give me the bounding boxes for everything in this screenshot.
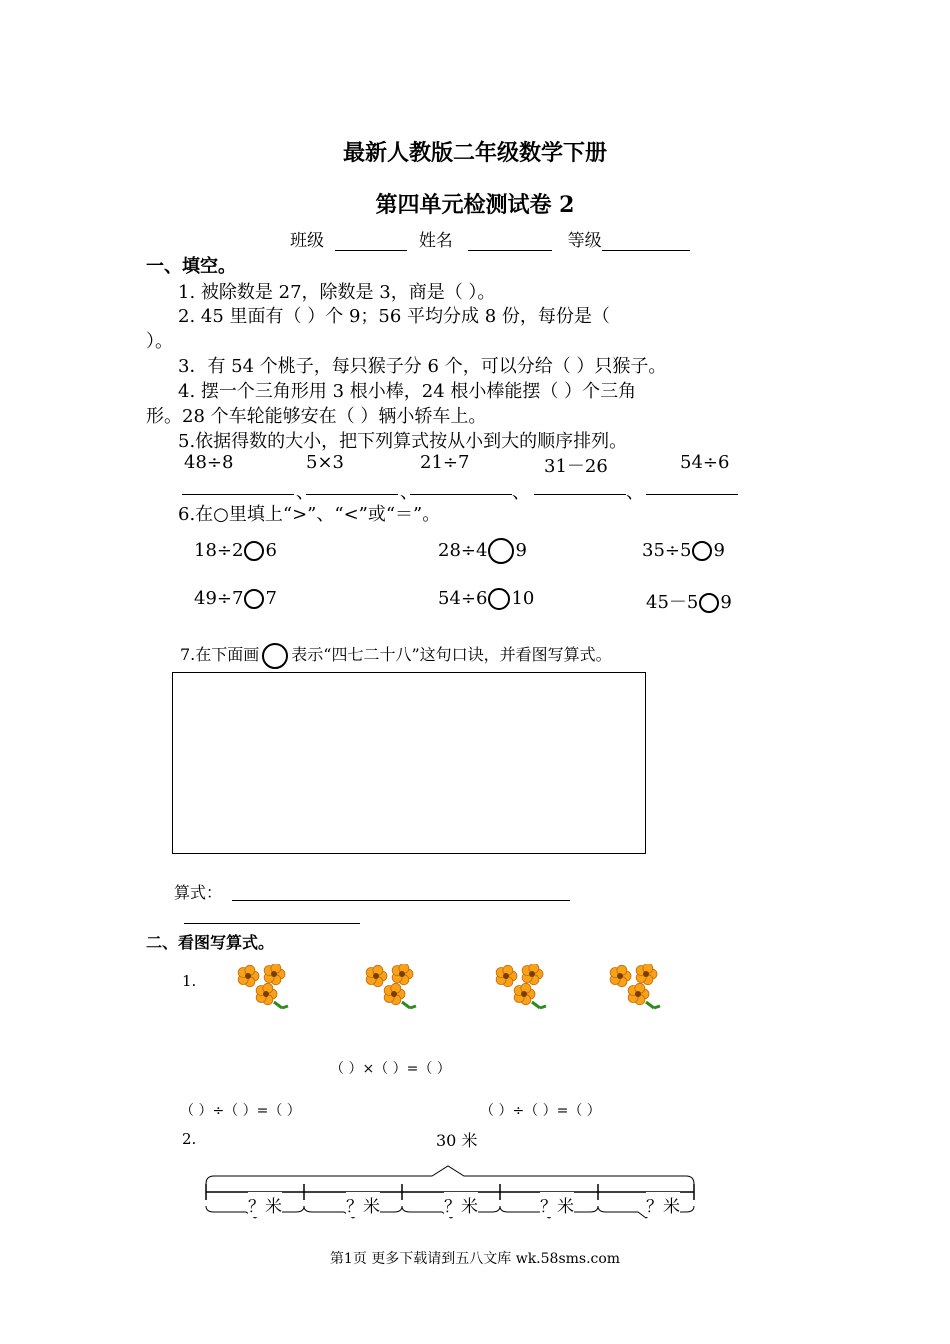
total-brace — [206, 1166, 694, 1184]
question-7: 7.在下面画 表示“四七二十八”这句口诀，并看图写算式。 — [180, 642, 612, 669]
circle-icon — [262, 643, 288, 669]
segment-label: ？米 — [540, 1192, 574, 1217]
separator: 、 — [296, 482, 314, 503]
expr-item: 21÷7 — [420, 452, 470, 473]
segment-label: ？米 — [346, 1192, 380, 1217]
expr-item: 54÷6 — [680, 452, 730, 473]
order-blank[interactable] — [646, 494, 738, 495]
formula-label: 算式： — [174, 883, 223, 902]
flower-center — [635, 991, 641, 997]
compare-item: 28÷4 9 — [438, 538, 527, 564]
total-length: 30 米 — [436, 1131, 478, 1150]
compare-item: 35÷5 9 — [642, 540, 725, 561]
compare-circle[interactable] — [488, 588, 510, 610]
flower-center — [503, 973, 509, 979]
question-3: 3．有 54 个桃子，每只猴子分 6 个，可以分给（ ）只猴子。 — [178, 356, 667, 377]
order-blank[interactable] — [306, 494, 398, 495]
formula-blank[interactable] — [232, 900, 570, 901]
grade-label: 等级 — [567, 231, 602, 251]
division-line-2[interactable]: （ ）÷（ ）=（ ） — [480, 1103, 601, 1119]
question-2: 2. 45 里面有（ ）个 9；56 平均分成 8 份，每份是（ — [178, 306, 610, 327]
student-info — [290, 226, 690, 251]
compare-item: 18÷2 6 — [194, 540, 277, 561]
question-label: 1. — [182, 972, 197, 990]
flower-center — [271, 971, 277, 977]
compare-circle[interactable] — [244, 589, 264, 609]
class-label: 班级 — [290, 231, 324, 251]
compare-circle[interactable] — [244, 541, 264, 561]
grade-field[interactable] — [602, 232, 690, 251]
expr-item: 5×3 — [306, 452, 344, 473]
compare-item: 49÷7 7 — [194, 588, 277, 609]
question-5: 5.依据得数的大小，把下列算式按从小到大的顺序排列。 — [178, 431, 628, 452]
compare-circle[interactable] — [488, 538, 514, 564]
section2-heading: 二、看图写算式。 — [146, 933, 275, 952]
formula-blank-2[interactable] — [184, 923, 360, 924]
name-field[interactable] — [468, 232, 552, 251]
compare-circle[interactable] — [692, 541, 712, 561]
separator: 、 — [400, 482, 418, 503]
division-line-1[interactable]: （ ）÷（ ）=（ ） — [180, 1103, 301, 1119]
compare-item: 54÷6 10 — [438, 588, 535, 609]
page-title: 最新人教版二年级数学下册 — [342, 140, 607, 166]
order-blank[interactable] — [182, 494, 294, 495]
flower-center — [399, 971, 405, 977]
multiplication-line[interactable]: （ ）×（ ）=（ ） — [330, 1061, 451, 1077]
question-4-cont: 形。28 个车轮能够安在（ ）辆小轿车上。 — [146, 406, 487, 427]
compare-item: 45－5 9 — [646, 592, 732, 613]
question-4: 4. 摆一个三角形用 3 根小棒，24 根小棒能摆（ ）个三角 — [178, 381, 637, 402]
expr-item: 48÷8 — [184, 452, 234, 473]
section1-heading: 一、填空。 — [146, 256, 236, 277]
flower-center — [373, 973, 379, 979]
order-blank[interactable] — [534, 494, 626, 495]
segment-label: ？米 — [248, 1192, 282, 1217]
separator: 、 — [626, 482, 644, 503]
class-field[interactable] — [335, 232, 407, 251]
segment-label: ？米 — [444, 1192, 478, 1217]
separator: 、 — [512, 482, 530, 503]
flower-group-icon — [492, 964, 556, 1012]
flower-center — [391, 991, 397, 997]
flower-center — [617, 973, 623, 979]
drawing-box[interactable] — [172, 672, 646, 854]
page-subtitle: 第四单元检测试卷 2 — [375, 192, 575, 218]
question-label: 2. — [182, 1130, 197, 1148]
flower-group-icon — [234, 964, 298, 1012]
flower-group-icon — [362, 964, 426, 1012]
question-6: 6.在○里填上“>”、“<”或“＝”。 — [178, 504, 441, 525]
flower-center — [643, 971, 649, 977]
flower-center — [245, 973, 251, 979]
page-footer: 第1页 更多下载请到五八文库 wk.58sms.com — [329, 1251, 621, 1267]
order-blank[interactable] — [410, 494, 512, 495]
name-label: 姓名 — [418, 231, 453, 251]
flower-center — [521, 991, 527, 997]
segment-label: ？米 — [646, 1192, 680, 1217]
expr-item: 31－26 — [544, 456, 608, 477]
flower-group-icon — [606, 964, 670, 1012]
question-2-cont: ）。 — [146, 331, 173, 352]
flower-center — [529, 971, 535, 977]
flower-center — [263, 991, 269, 997]
compare-circle[interactable] — [699, 593, 719, 613]
question-1: 1. 被除数是 27，除数是 3，商是（ ）。 — [178, 282, 496, 303]
